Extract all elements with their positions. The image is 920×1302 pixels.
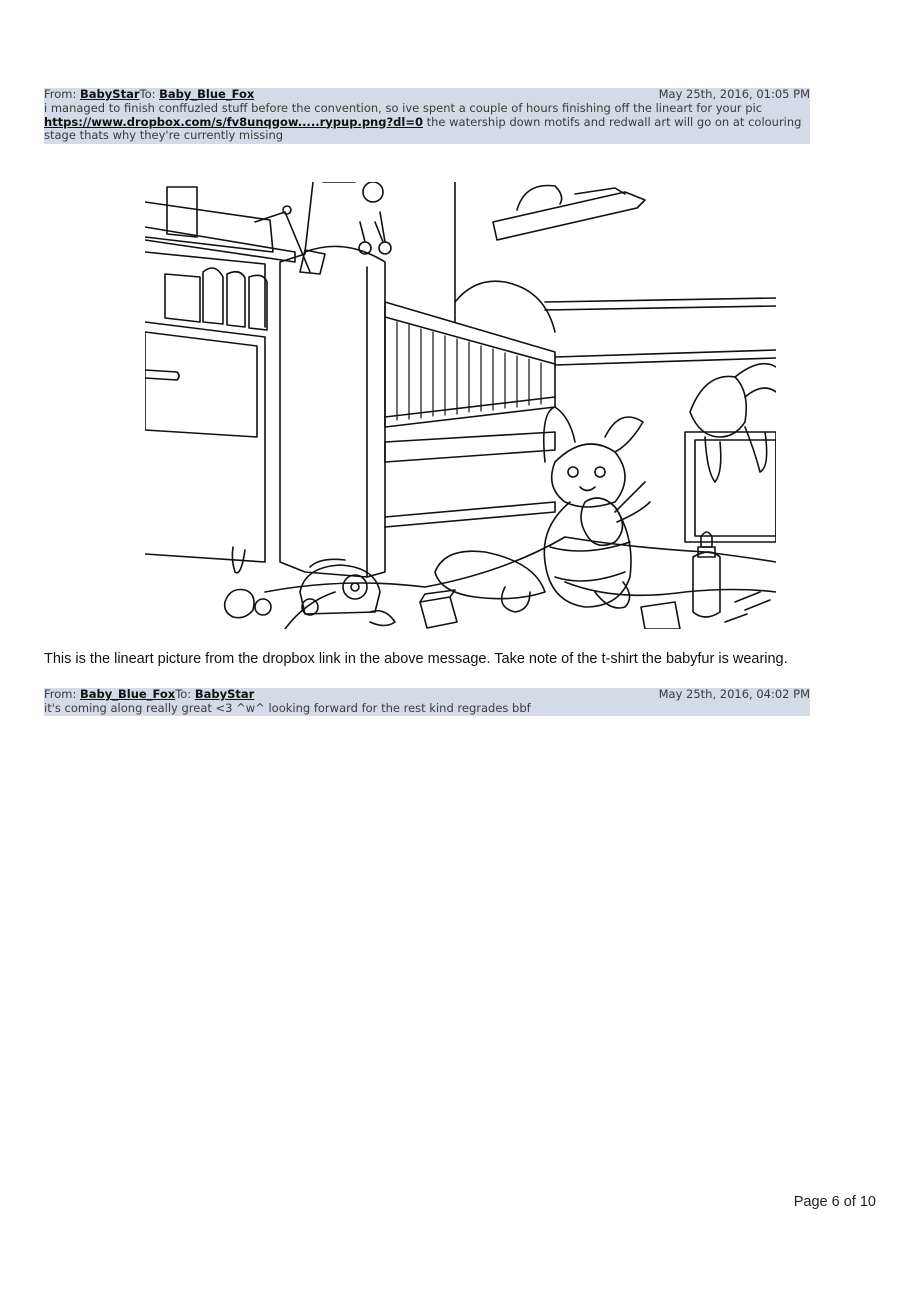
message-header <box>44 688 810 702</box>
page-number: Page 6 of 10 <box>793 1194 876 1210</box>
dropbox-link[interactable]: https://www.dropbox.com/s/fv8unqgow.....rypup.png?dl=0 <box>44 114 423 129</box>
to-label: To: <box>175 687 195 701</box>
message-date: May 25th, 2016, 01:05 PM <box>658 87 810 101</box>
message-text: i managed to finish conffuzled stuff before the convention, so ive spent a couple of hours finishing off the lineart for your pic <box>44 101 763 115</box>
message-text-continued: the watership down motifs and redwall art will go on at colouring stage thats why they're currently missing <box>44 114 802 142</box>
message-date: May 25th, 2016, 04:02 PM <box>658 687 810 701</box>
image-caption: This is the lineart picture from the dropbox link in the above message. Take note of the t-shirt the babyfur is wearing. <box>44 651 788 667</box>
to-user-link[interactable]: Baby_Blue_Fox <box>159 87 255 101</box>
message-body: it's coming along really great <3 ^w^ looking forward for the rest kind regrades bbf <box>44 701 531 715</box>
from-user-link[interactable]: Baby_Blue_Fox <box>80 687 176 701</box>
message-2 <box>44 688 810 716</box>
to-user-link[interactable]: BabyStar <box>194 687 255 701</box>
from-label: From: <box>44 87 81 101</box>
message-1 <box>44 88 810 144</box>
message-header <box>44 88 810 102</box>
from-label: From: <box>44 687 81 701</box>
lineart-image <box>145 182 776 629</box>
message-body <box>44 102 810 143</box>
to-label: To: <box>139 87 160 101</box>
from-user-link[interactable]: BabyStar <box>80 87 140 101</box>
